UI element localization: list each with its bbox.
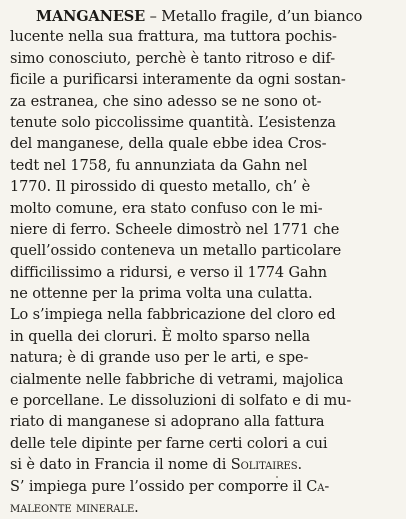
text-line-10: molto comune, era stato confuso con le mi- (10, 200, 323, 217)
text-line-15: Lo s’impiega nella fabbricazione del cloro ed (10, 307, 336, 324)
text-line-2: lucente nella sua frattura, ma tuttora pochis- (10, 29, 337, 46)
text-line-13: difficilissimo a ridursi, e verso il 1774 Gahn (10, 264, 327, 281)
text-line-24 (10, 498, 402, 519)
text-line-21: delle tele dipinte per farne certi colori a cui (10, 435, 328, 452)
text-line-23 (10, 477, 402, 498)
text-line-6: tenute solo piccolissime quantità. L’esistenza (10, 114, 336, 131)
text-line-14: ne ottenne per la prima volta una culatta. (10, 286, 313, 303)
term-camaleonte-start: Ca- (306, 478, 330, 495)
text-line-8: tedt nel 1758, fu annunziata da Gahn nel (10, 157, 308, 174)
text-line-22 (10, 455, 402, 476)
text-line-16: in quella dei cloruri. È molto sparso nella (10, 328, 311, 345)
line-text: Metallo fragile, d’un bianco (161, 9, 363, 25)
paper-speck (276, 476, 278, 478)
text-line-4: ficile a purificarsi interamente da ogni sostan- (10, 72, 346, 89)
line-text: S’ impiega pure l’ossido per comporre il (10, 478, 307, 495)
text-line-11: niere di ferro. Scheele dimostrò nel 1771 che (10, 221, 340, 238)
text-line-9: 1770. Il pirossido di questo metallo, ch’ è (10, 179, 311, 196)
text-line-12: quell’ossido conteneva un metallo particolare (10, 243, 342, 260)
text-line-5: za estranea, che sino adesso se ne sono ot- (10, 93, 322, 110)
line-text: si è dato in Francia il nome di (10, 457, 227, 474)
text-line-3: simo conosciuto, perchè è tanto ritroso e dif- (10, 50, 336, 67)
dictionary-entry-manganese (10, 6, 402, 519)
term-camaleonte-end: maleonte minerale. (10, 499, 139, 516)
term-solitaires: Solitaires. (230, 457, 302, 474)
headword-dash: – (145, 9, 162, 25)
text-line-1 (10, 6, 402, 27)
text-line-20: riato di manganese si adoprano alla fattura (10, 414, 325, 431)
entry-headword: MANGANESE (36, 8, 146, 25)
text-line-17: natura; è di grande uso per le arti, e spe- (10, 350, 309, 367)
text-line-19: e porcellane. Le dissoluzioni di solfato e di mu- (10, 393, 352, 410)
text-line-18: cialmente nelle fabbriche di vetrami, majolica (10, 371, 344, 388)
text-line-7: del manganese, della quale ebbe idea Cros- (10, 136, 327, 153)
